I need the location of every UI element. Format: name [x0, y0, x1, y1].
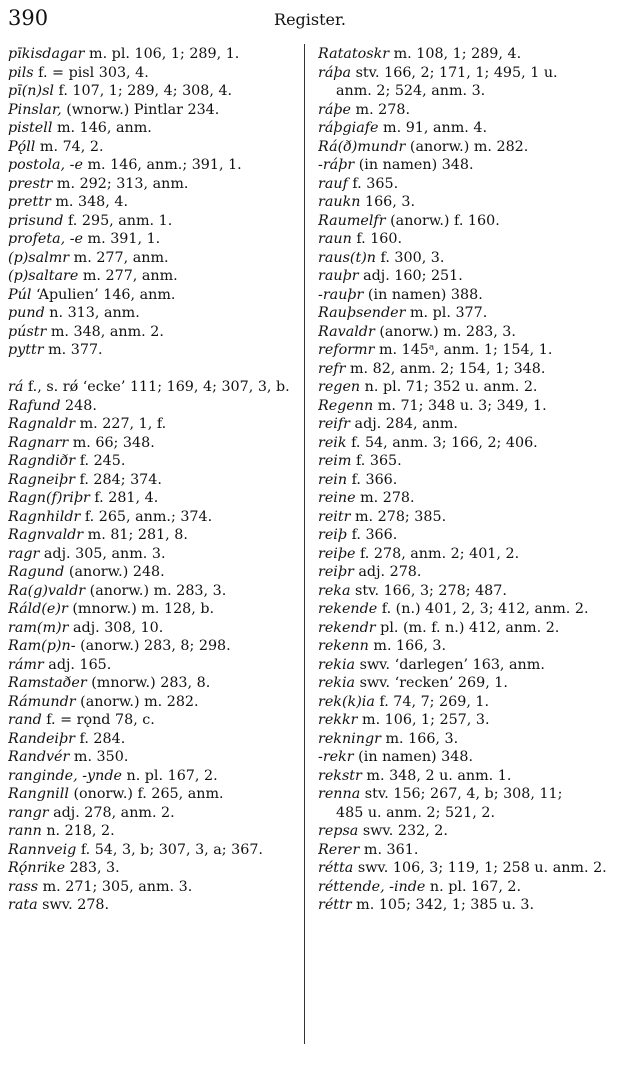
index-entry: [8, 341, 298, 360]
index-entry: [8, 896, 298, 915]
index-entry: [318, 415, 618, 434]
entry-headword: (p)salmr: [8, 249, 70, 266]
entry-headword: rata: [8, 897, 38, 913]
entry-headword: rekia: [318, 675, 356, 691]
index-entry: [8, 711, 298, 730]
entry-references: f. 278, anm. 2; 401, 2.: [355, 545, 520, 562]
index-entry: [318, 323, 618, 342]
index-entry: [318, 397, 618, 416]
index-entry: [8, 637, 298, 656]
entry-references: m. 166, 3.: [368, 638, 447, 654]
index-entry: [318, 563, 618, 582]
entry-headword: ram(m)r: [8, 619, 69, 636]
index-entry: [318, 619, 618, 638]
entry-headword: Ragnhildr: [8, 508, 81, 525]
entry-references: m. 348, 4.: [50, 194, 128, 210]
entry-references: m. 271; 305, anm. 3.: [38, 878, 193, 895]
entry-headword: ráþe: [318, 101, 351, 118]
entry-references: swv. ‘recken’ 269, 1.: [355, 675, 508, 691]
index-entry: [8, 397, 298, 416]
entry-references: m. 108, 1; 289, 4.: [389, 46, 522, 62]
index-entry: [318, 804, 618, 823]
entry-headword: Ragund: [8, 564, 65, 580]
entry-references: (anorw.) f. 160.: [385, 212, 500, 229]
entry-references: (mnorw.) 283, 8.: [86, 675, 211, 691]
entry-references: 283, 3.: [65, 860, 120, 876]
entry-headword: Rámundr: [8, 693, 76, 710]
entry-references: m. 391, 1.: [83, 231, 161, 247]
index-entry: [318, 785, 618, 804]
entry-headword: rekstr: [318, 767, 362, 784]
index-entry: [8, 304, 298, 323]
entry-references: f. (n.) 401, 2, 3; 412, anm. 2.: [377, 601, 589, 617]
index-entry: [8, 101, 298, 120]
entry-headword: rekia: [318, 656, 356, 673]
entry-headword: raus(t)n: [318, 249, 377, 266]
index-entry: [8, 767, 298, 786]
index-entry: [8, 45, 298, 64]
entry-headword: Ratatoskr: [318, 46, 390, 62]
entry-headword: reka: [318, 582, 351, 599]
index-entry: [8, 878, 298, 897]
entry-references: (in namen) 388.: [363, 286, 483, 303]
index-entry: [318, 156, 618, 175]
index-entry: [318, 674, 618, 693]
index-entry: [318, 730, 618, 749]
entry-headword: rauþr: [318, 268, 359, 284]
index-entry: [8, 378, 298, 397]
index-entry: [8, 156, 298, 175]
entry-headword: reine: [318, 490, 356, 506]
index-entry: [8, 286, 298, 305]
index-entry: [8, 822, 298, 841]
entry-headword: -rauþr: [318, 286, 364, 303]
index-entry: [318, 841, 618, 860]
entry-references: m. 278; 385.: [350, 508, 447, 525]
index-entry: [318, 471, 618, 490]
entry-references: n. pl. 167, 2.: [425, 878, 522, 895]
entry-references: (onorw.) f. 265, anm.: [68, 786, 224, 802]
entry-headword: rámr: [8, 656, 44, 673]
entry-references: m. 71; 348 u. 3; 349, 1.: [373, 397, 547, 414]
entry-references: ‘Apulien’ 146, anm.: [31, 286, 176, 303]
entry-references: m. 145ᵃ, anm. 1; 154, 1.: [374, 342, 553, 358]
entry-headword: Rǫ́nrike: [8, 860, 66, 876]
entry-headword: Randvér: [8, 749, 70, 765]
entry-headword: reiþe: [318, 545, 356, 562]
entry-headword: rass: [8, 878, 39, 895]
entry-references: m. 350.: [69, 749, 129, 765]
index-entry: [318, 45, 618, 64]
index-entry: [8, 452, 298, 471]
index-entry: [8, 471, 298, 490]
entry-references: m. 277, anm.: [69, 249, 169, 266]
entry-headword: Rauþsender: [318, 305, 406, 321]
index-entry: [8, 748, 298, 767]
index-entry: [318, 119, 618, 138]
entry-headword: reformr: [318, 342, 375, 358]
entry-headword: rekende: [318, 601, 378, 617]
entry-headword: Regenn: [318, 397, 374, 414]
entry-headword: reiþr: [318, 564, 354, 580]
entry-references: m. 348, 2 u. anm. 1.: [361, 767, 512, 784]
index-entry: [8, 693, 298, 712]
index-entry: [318, 193, 618, 212]
entry-headword: Ragndiðr: [8, 453, 76, 469]
entry-headword: Ráld(e)r: [8, 601, 68, 617]
index-entry: [8, 360, 298, 379]
entry-headword: ragr: [8, 545, 40, 562]
index-entry: [318, 767, 618, 786]
index-entry: [318, 82, 618, 101]
entry-headword: Ravaldr: [318, 323, 375, 340]
index-entry: [318, 600, 618, 619]
entry-references: m. 348, anm. 2.: [46, 323, 164, 340]
index-entry: [8, 119, 298, 138]
index-entry: [318, 286, 618, 305]
entry-headword: prettr: [8, 194, 51, 210]
page-number: 390: [8, 6, 49, 30]
entry-headword: rá: [8, 379, 24, 395]
entry-headword: pund: [8, 305, 45, 321]
entry-headword: Ramstaðer: [8, 675, 87, 691]
entry-headword: reiþ: [318, 527, 348, 543]
index-entry: [318, 64, 618, 83]
entry-references: (in namen) 348.: [354, 157, 474, 173]
entry-headword: rand: [8, 712, 42, 728]
entry-references: f. 366.: [347, 471, 398, 488]
page-header: [0, 6, 620, 36]
entry-references: m. 105; 342, 1; 385 u. 3.: [351, 897, 535, 913]
index-entry: [8, 656, 298, 675]
entry-headword: Ragn(f)riþr: [8, 490, 90, 506]
index-entry: [318, 175, 618, 194]
index-entry: [8, 508, 298, 527]
entry-references: (anorw.) m. 283, 3.: [85, 582, 227, 599]
entry-references: 248.: [60, 397, 97, 414]
entry-headword: réttende, -inde: [318, 878, 426, 895]
index-entry: [8, 545, 298, 564]
entry-headword: prestr: [8, 175, 53, 192]
index-entry: [8, 415, 298, 434]
entry-references: f. 284.: [75, 730, 126, 747]
entry-references: m. 377.: [43, 342, 103, 358]
index-entry: [8, 434, 298, 453]
entry-references: m. 166, 3.: [380, 730, 459, 747]
entry-references: f. 54, anm. 3; 166, 2; 406.: [346, 434, 538, 451]
entry-references: (wnorw.) Pintlar 234.: [61, 101, 220, 118]
index-entry: [8, 212, 298, 231]
entry-references: adj. 305, anm. 3.: [39, 545, 166, 562]
entry-references: adj. 160; 251.: [358, 268, 463, 284]
entry-headword: pīkisdagar: [8, 46, 85, 62]
entry-headword: rekningr: [318, 730, 381, 747]
entry-headword: repsa: [318, 823, 359, 839]
entry-references: n. 313, anm.: [44, 305, 140, 321]
entry-references: swv. 278.: [37, 897, 110, 913]
entry-headword: rekkr: [318, 712, 358, 728]
entry-references: f. 365.: [347, 175, 399, 192]
index-entry: [8, 267, 298, 286]
entry-references: m. 278.: [355, 490, 415, 506]
index-entry: [8, 64, 298, 83]
entry-headword: rein: [318, 471, 348, 488]
entry-references: m. 106, 1; 257, 3.: [357, 712, 490, 728]
index-entry: [8, 175, 298, 194]
entry-headword: Ragnarr: [8, 434, 69, 451]
entry-references: m. 227, 1, f.: [75, 416, 167, 432]
index-entry: [8, 582, 298, 601]
entry-references: f. 365.: [351, 453, 402, 469]
entry-references: (anorw.) 248.: [64, 564, 165, 580]
index-entry: [8, 249, 298, 268]
entry-headword: refr: [318, 360, 346, 377]
entry-headword: pistell: [8, 120, 53, 136]
index-entry: [8, 600, 298, 619]
entry-headword: reifr: [318, 416, 350, 432]
index-entry: [8, 841, 298, 860]
entry-headword: Rafund: [8, 397, 61, 414]
index-entry: [318, 341, 618, 360]
entry-references: f. 281, 4.: [89, 490, 159, 506]
index-entry: [318, 101, 618, 120]
entry-references: m. 292; 313, anm.: [52, 175, 189, 192]
entry-headword: profeta, -e: [8, 231, 83, 247]
entry-references: (mnorw.) m. 128, b.: [67, 601, 215, 617]
entry-references: adj. 278, anm. 2.: [48, 804, 175, 821]
entry-headword: ranginde, -ynde: [8, 767, 122, 784]
index-entry: [318, 304, 618, 323]
entry-references: f. 54, 3, b; 307, 3, a; 367.: [76, 841, 263, 858]
entry-references: 166, 3.: [360, 194, 416, 210]
entry-references: m. 74, 2.: [35, 138, 104, 155]
entry-references: (in namen) 348.: [353, 749, 473, 765]
index-entry: [318, 878, 618, 897]
entry-headword: Ragnvaldr: [8, 527, 84, 543]
entry-references: swv. 106, 3; 119, 1; 258 u. anm. 2.: [353, 860, 607, 876]
index-entry: [318, 360, 618, 379]
entry-references: n. 218, 2.: [41, 823, 115, 839]
index-entry: [318, 138, 618, 157]
index-entry: [318, 656, 618, 675]
entry-references: m. 81; 281, 8.: [83, 527, 188, 543]
entry-headword: reim: [318, 453, 352, 469]
entry-headword: Pinslar,: [8, 101, 62, 118]
entry-references: adj. 278.: [353, 564, 422, 580]
entry-references: f., s. rǿ ‘ecke’ 111; 169, 4; 307, 3, b.: [23, 379, 290, 395]
entry-references: f. 265, anm.; 374.: [80, 508, 213, 525]
entry-headword: Rá(ð)mundr: [318, 138, 406, 155]
entry-references: adj. 165.: [43, 656, 112, 673]
entry-references: f. 107, 1; 289, 4; 308, 4.: [54, 83, 233, 99]
index-entry: [8, 785, 298, 804]
entry-headword: réttr: [318, 897, 352, 913]
entry-references: f. 295, anm. 1.: [63, 212, 173, 229]
entry-references: m. pl. 106, 1; 289, 1.: [84, 46, 240, 62]
entry-references: anm. 2; 524, anm. 3.: [336, 83, 486, 99]
entry-headword: rekenn: [318, 638, 369, 654]
index-entry: [318, 822, 618, 841]
entry-headword: Ram(p)n-: [8, 638, 76, 654]
entry-headword: reitr: [318, 508, 351, 525]
entry-headword: rauf: [318, 175, 348, 192]
entry-references: stv. 156; 267, 4, b; 308, 11;: [360, 786, 563, 802]
entry-references: (anorw.) m. 282.: [405, 138, 529, 155]
index-entry: [8, 138, 298, 157]
index-entry: [318, 508, 618, 527]
entry-headword: renna: [318, 786, 361, 802]
column-divider: [304, 44, 305, 1044]
entry-references: stv. 166, 3; 278; 487.: [350, 582, 507, 599]
index-entry: [8, 674, 298, 693]
index-entry: [8, 82, 298, 101]
entry-headword: Rerer: [318, 841, 360, 858]
entry-references: 485 u. anm. 2; 521, 2.: [336, 804, 495, 821]
entry-headword: rek(k)ia: [318, 693, 375, 710]
index-entry: [8, 563, 298, 582]
entry-headword: Púl: [8, 286, 32, 303]
entry-headword: raun: [318, 231, 352, 247]
entry-headword: pī(n)sl: [8, 83, 54, 99]
entry-references: m. 277, anm.: [78, 268, 178, 284]
entry-headword: Randeiþr: [8, 730, 75, 747]
entry-references: f. 245.: [75, 453, 126, 469]
index-entry: [8, 526, 298, 545]
entry-headword: prisund: [8, 212, 64, 229]
entry-headword: raukn: [318, 194, 361, 210]
entry-references: swv. 232, 2.: [358, 823, 448, 839]
index-entry: [318, 267, 618, 286]
entry-references: (anorw.) 283, 8; 298.: [75, 638, 231, 654]
index-entry: [318, 249, 618, 268]
index-entry: [318, 545, 618, 564]
entry-headword: Raumelfr: [318, 212, 386, 229]
entry-headword: postola, -e: [8, 157, 83, 173]
entry-references: m. 361.: [359, 841, 419, 858]
entry-references: m. 146, anm.: [52, 120, 152, 136]
entry-references: n. pl. 167, 2.: [121, 767, 218, 784]
entry-headword: Rannveig: [8, 841, 77, 858]
index-entry: [318, 859, 618, 878]
index-entry: [318, 452, 618, 471]
entry-headword: pils: [8, 64, 34, 81]
entry-headword: Pǫ́ll: [8, 138, 36, 155]
entry-references: n. pl. 71; 352 u. anm. 2.: [360, 379, 538, 395]
running-head: Register.: [274, 10, 346, 29]
entry-references: stv. 166, 2; 171, 1; 495, 1 u.: [351, 64, 558, 81]
entry-headword: regen: [318, 379, 361, 395]
entry-references: m. 66; 348.: [68, 434, 155, 451]
entry-headword: rangr: [8, 804, 49, 821]
entry-headword: ráþa: [318, 64, 352, 81]
entry-references: m. 82, anm. 2; 154, 1; 348.: [345, 360, 546, 377]
index-entry: [318, 693, 618, 712]
index-entry: [318, 434, 618, 453]
entry-references: swv. ‘darlegen’ 163, anm.: [355, 656, 545, 673]
entry-headword: Rangnill: [8, 786, 69, 802]
entry-headword: rétta: [318, 860, 354, 876]
index-entry: [318, 711, 618, 730]
index-entry: [8, 619, 298, 638]
entry-headword: (p)saltare: [8, 268, 79, 284]
entry-references: f. = rǫnd 78, c.: [41, 712, 155, 728]
entry-references: f. 300, 3.: [376, 249, 445, 266]
entry-headword: rekendr: [318, 619, 376, 636]
entry-headword: rann: [8, 823, 42, 839]
entry-references: f. = pisl 303, 4.: [33, 64, 149, 81]
index-entry: [8, 804, 298, 823]
entry-headword: -ráþr: [318, 157, 355, 173]
entry-references: m. 91, anm. 4.: [378, 120, 488, 136]
index-entry: [318, 489, 618, 508]
index-entry: [8, 323, 298, 342]
entry-references: adj. 284, anm.: [350, 416, 458, 432]
entry-headword: ráþgiafe: [318, 120, 379, 136]
index-entry: [318, 378, 618, 397]
index-entry: [318, 526, 618, 545]
entry-headword: reik: [318, 434, 347, 451]
entry-references: adj. 308, 10.: [68, 619, 164, 636]
entry-headword: pústr: [8, 323, 47, 340]
entry-references: f. 366.: [347, 527, 398, 543]
entry-headword: pyttr: [8, 342, 44, 358]
entry-references: m. 278.: [350, 101, 411, 118]
index-entry: [8, 859, 298, 878]
entry-headword: Ragnaldr: [8, 416, 76, 432]
entry-references: f. 160.: [351, 231, 403, 247]
index-entry: [318, 230, 618, 249]
entry-references: (anorw.) m. 283, 3.: [374, 323, 516, 340]
index-entry: [8, 730, 298, 749]
index-entry: [318, 212, 618, 231]
index-entry: [318, 637, 618, 656]
entry-references: m. pl. 377.: [405, 305, 488, 321]
index-entry: [8, 489, 298, 508]
index-entry: [318, 582, 618, 601]
index-entry: [8, 193, 298, 212]
entry-references: f. 74, 7; 269, 1.: [374, 693, 490, 710]
entry-references: f. 284; 374.: [75, 471, 162, 488]
entry-references: pl. (m. f. n.) 412, anm. 2.: [375, 619, 560, 636]
entry-headword: -rekr: [318, 749, 354, 765]
index-entry: [8, 230, 298, 249]
right-column: [318, 45, 618, 915]
entry-references: m. 146, anm.; 391, 1.: [82, 157, 242, 173]
left-column: [8, 45, 298, 915]
index-entry: [318, 748, 618, 767]
entry-references: (anorw.) m. 282.: [75, 693, 199, 710]
index-entry: [318, 896, 618, 915]
entry-headword: Ra(g)valdr: [8, 582, 86, 599]
entry-headword: Ragneiþr: [8, 471, 75, 488]
